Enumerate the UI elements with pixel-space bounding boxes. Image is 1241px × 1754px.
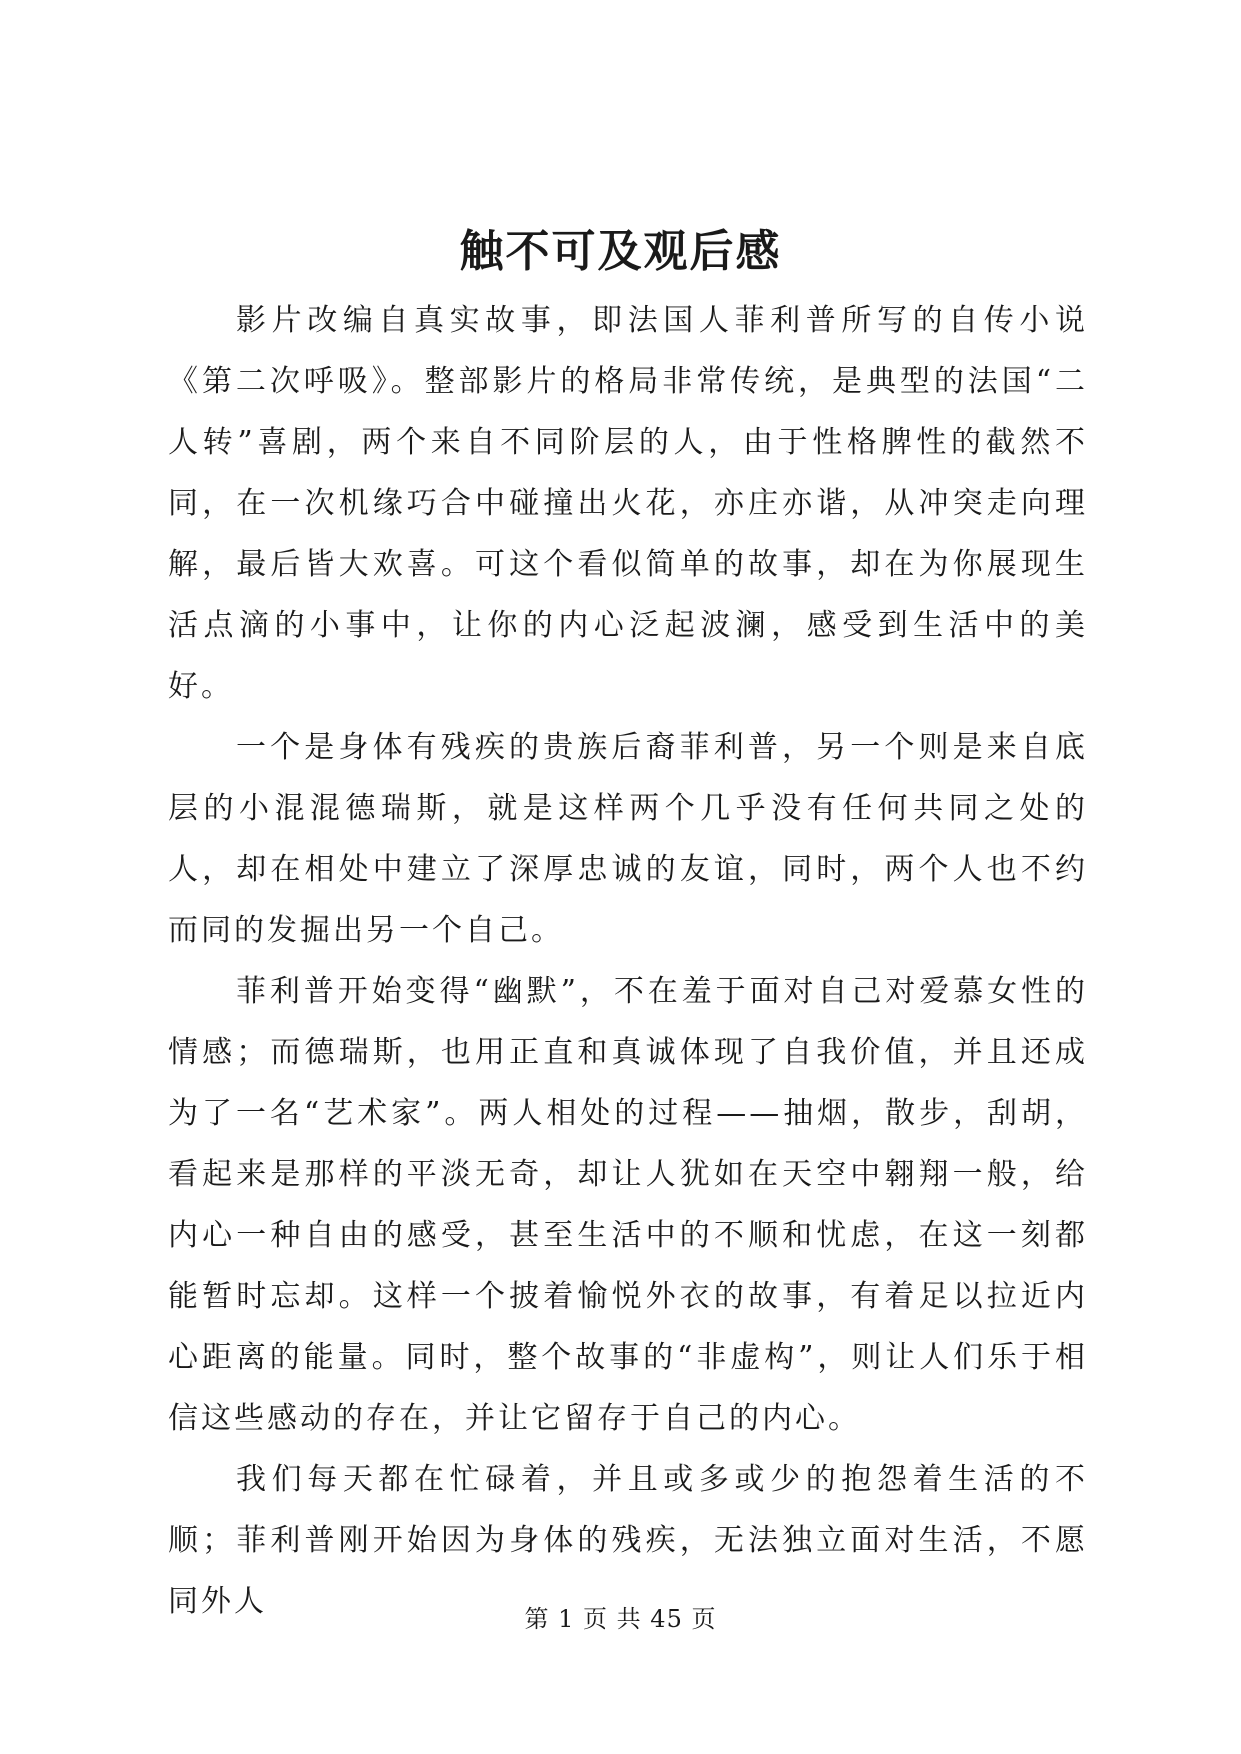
page-footer: 第 1 页 共 45 页 [524,1605,717,1633]
document-title: 触不可及观后感 [459,226,782,277]
paragraph: 影片改编自真实故事，即法国人菲利普所写的自传小说《第二次呼吸》。整部影片的格局非常传统，是典型的法国“二人转”喜剧，两个来自不同阶层的人，由于性格脾性的截然不同，在一次机缘巧合中碰撞出火花，亦庄亦谐，从冲突走向理解，最后皆大欢喜。可这个看似简单的故事，却在为你展现生活点滴的小事中，让你的内心泛起波澜，感受到生活中的美好。 [168,303,1088,704]
paragraph: 菲利普开始变得“幽默”，不在羞于面对自己对爱慕女性的情感；而德瑞斯，也用正直和真诚体现了自我价值，并且还成为了一名“艺术家”。两人相处的过程——抽烟，散步，刮胡，看起来是那样的平淡无奇，却让人犹如在天空中翱翔一般，给内心一种自由的感受，甚至生活中的不顺和忧虑，在这一刻都能暂时忘却。这样一个披着愉悦外衣的故事，有着足以拉近内心距离的能量。同时，整个故事的“非虚构”，则让人们乐于相信这些感动的存在，并让它留存于自己的内心。 [168,974,1088,1436]
paragraph: 一个是身体有残疾的贵族后裔菲利普，另一个则是来自底层的小混混德瑞斯，就是这样两个几乎没有任何共同之处的人，却在相处中建立了深厚忠诚的友谊，同时，两个人也不约而同的发掘出另一个自己。 [168,730,1088,948]
document-body [168,290,1088,1632]
paragraph: 我们每天都在忙碌着，并且或多或少的抱怨着生活的不顺；菲利普刚开始因为身体的残疾，无法独立面对生活，不愿同外人 [168,1462,1088,1619]
